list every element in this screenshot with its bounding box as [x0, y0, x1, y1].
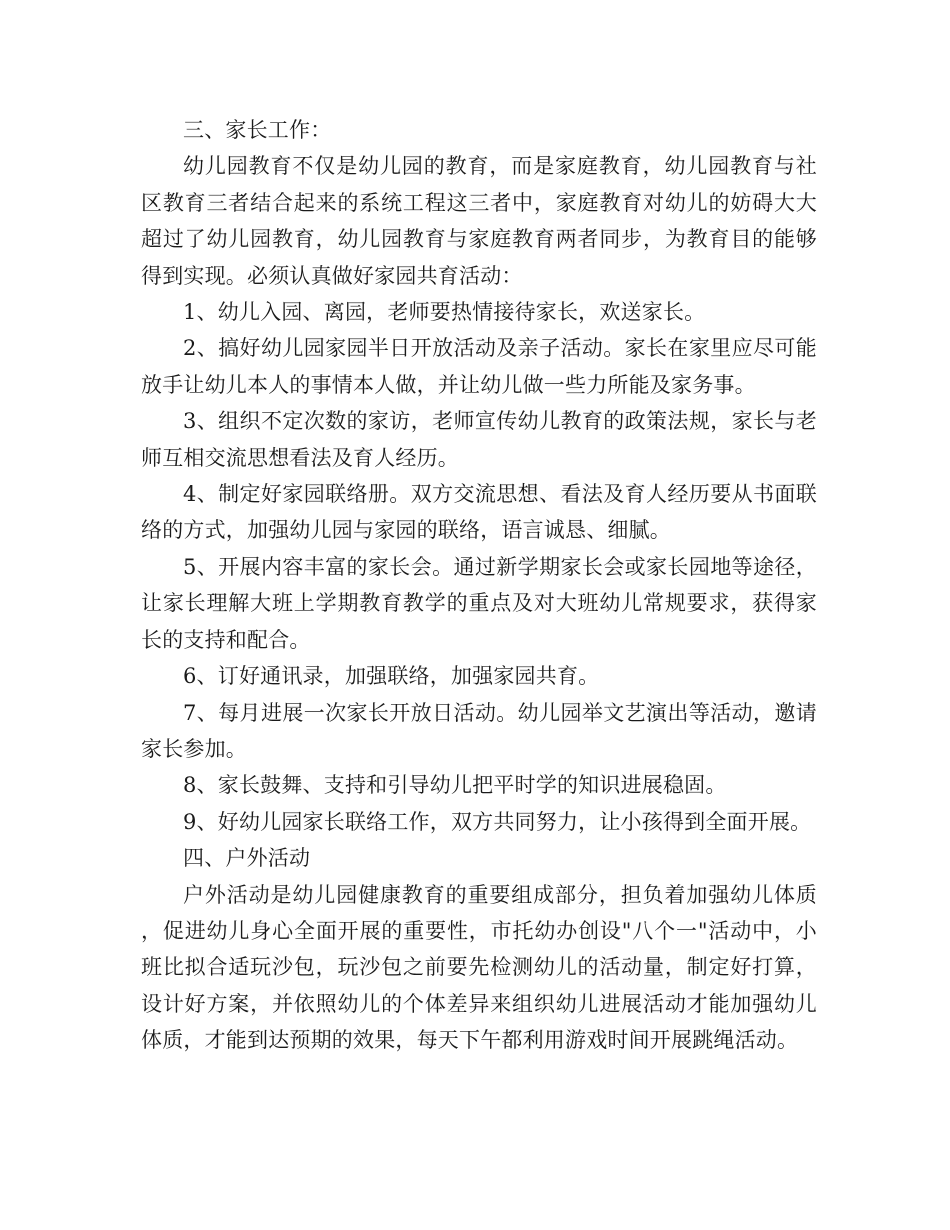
list-item-1: 1、幼儿入园、离园，老师要热情接待家长，欢送家长。	[183, 300, 706, 325]
section-heading-parent-work: 三、家长工作：	[183, 118, 332, 142]
list-item-3: 3、组织不定次数的家访，老师宣传幼儿教育的政策法规，家长与老师互相交流思想看法及育人经历。	[141, 409, 817, 470]
section-heading-outdoor: 四、户外活动	[183, 846, 311, 871]
document-body	[141, 112, 817, 1059]
list-item-6: 6、订好通讯录，加强联络，加强家园共育。	[183, 664, 600, 689]
list-item-7: 7、每月进展一次家长开放日活动。幼儿园举文艺演出等活动，邀请家长参加。	[141, 700, 817, 761]
paragraph-outdoor: 户外活动是幼儿园健康教育的重要组成部分，担负着加强幼儿体质，促进幼儿身心全面开展的重要性，市托幼办创设"八个一"活动中，小班比拟合适玩沙包，玩沙包之前要先检测幼儿的活动量，制定好打算，设计好方案，并依照幼儿的个体差异来组织幼儿进展活动才能加强幼儿体质，才能到达预期的效果，每天下午都利用游戏时间开展跳绳活动。	[141, 882, 817, 1053]
list-item-9: 9、好幼儿园家长联络工作，双方共同努力，让小孩得到全面开展。	[183, 809, 812, 834]
list-item-8: 8、家长鼓舞、支持和引导幼儿把平时学的知识进展稳固。	[183, 773, 727, 798]
list-item-5: 5、开展内容丰富的家长会。通过新学期家长会或家长园地等途径，让家长理解大班上学期教育教学的重点及对大班幼儿常规要求，获得家长的支持和配合。	[141, 554, 817, 652]
list-item-2: 2、搞好幼儿园家园半日开放活动及亲子活动。家长在家里应尽可能放手让幼儿本人的事情本人做，并让幼儿做一些力所能及家务事。	[141, 336, 817, 397]
list-item-4: 4、制定好家园联络册。双方交流思想、看法及育人经历要从书面联络的方式，加强幼儿园与家园的联络，语言诚恳、细腻。	[141, 482, 817, 543]
paragraph-intro: 幼儿园教育不仅是幼儿园的教育，而是家庭教育，幼儿园教育与社区教育三者结合起来的系统工程这三者中，家庭教育对幼儿的妨碍大大超过了幼儿园教育，幼儿园教育与家庭教育两者同步，为教育目的能够得到实现。必须认真做好家园共育活动：	[141, 154, 817, 288]
